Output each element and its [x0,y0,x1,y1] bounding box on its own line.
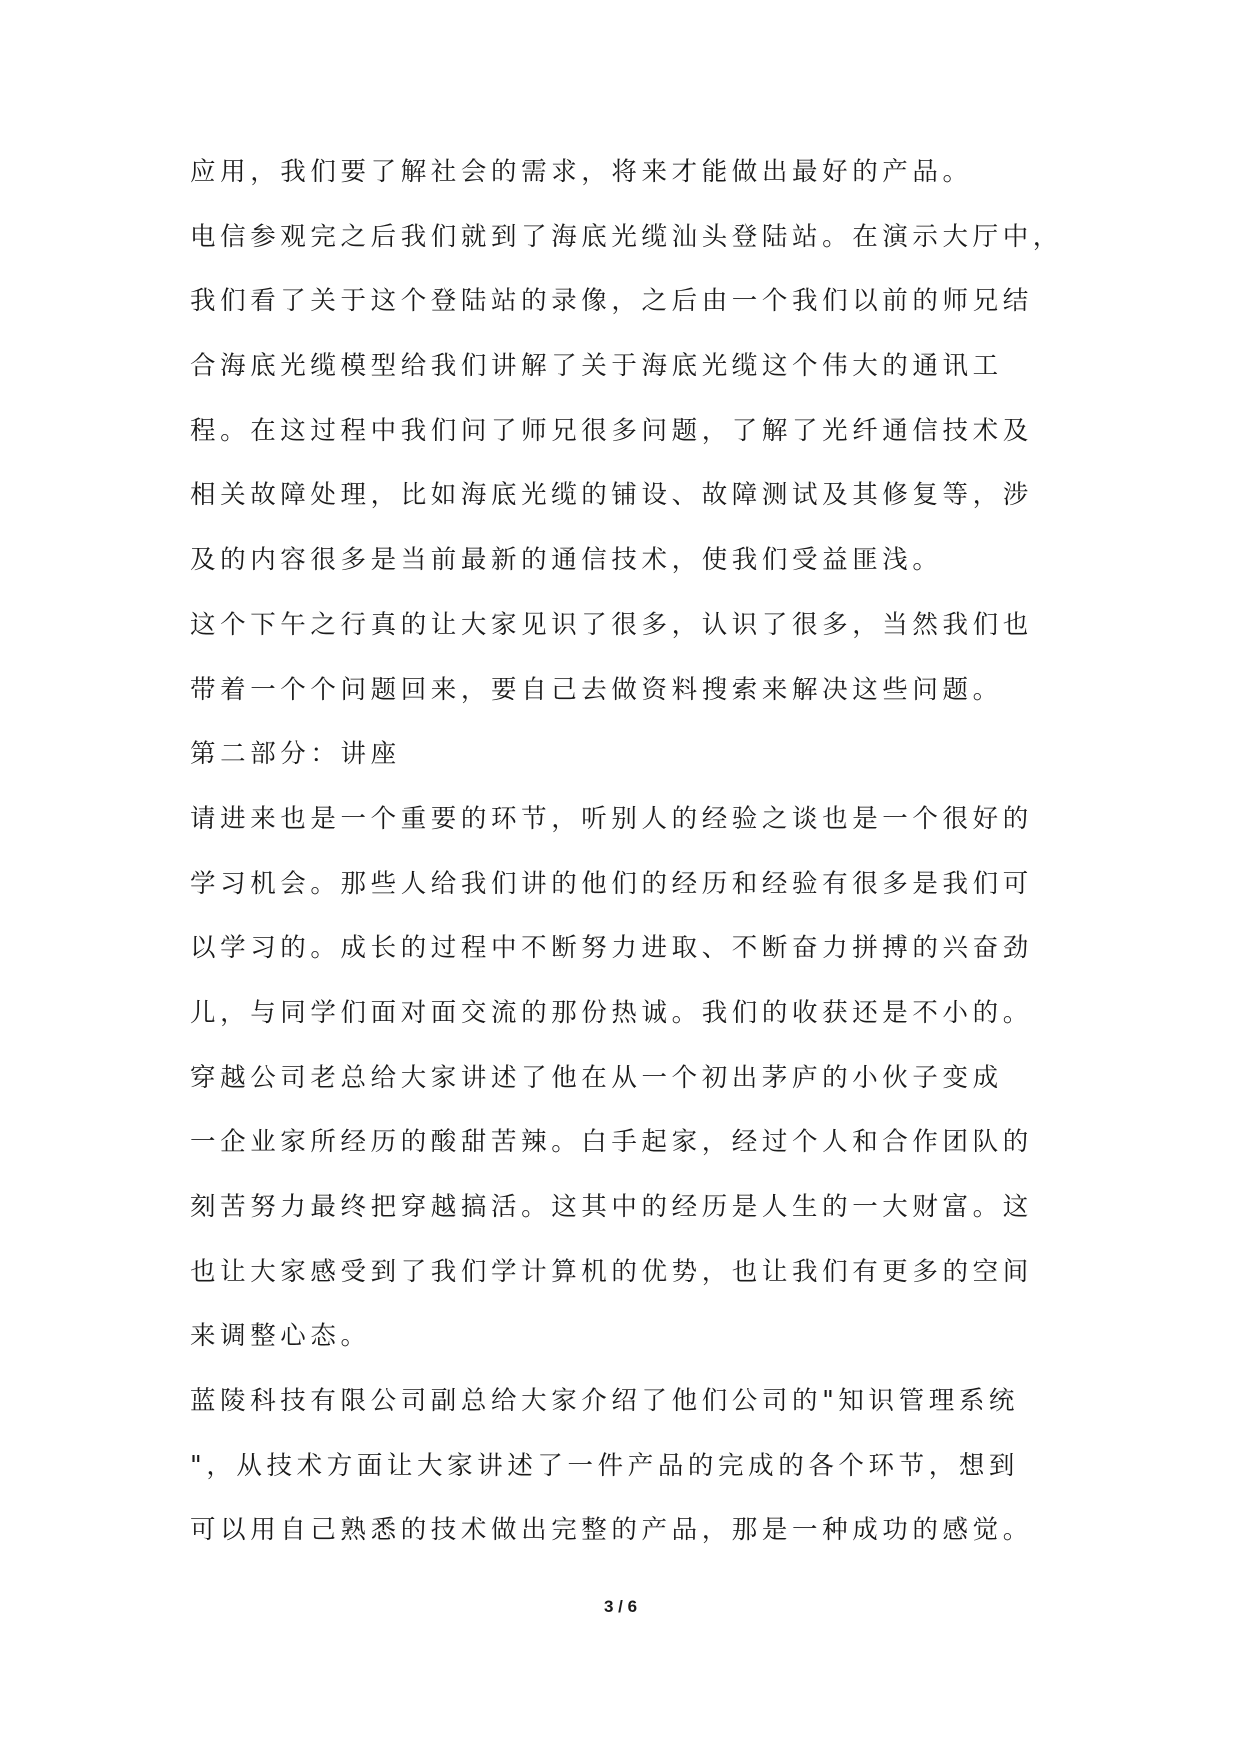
text-line: 来调整心态。 [190,1321,371,1352]
text-line: 相关故障处理，比如海底光缆的铺设、故障测试及其修复等，涉 [190,480,1033,511]
text-line: 蓝陵科技有限公司副总给大家介绍了他们公司的"知识管理系统 [190,1386,1020,1417]
text-line: 刻苦努力最终把穿越搞活。这其中的经历是人生的一大财富。这 [190,1192,1033,1222]
text-line: 电信参观完之后我们就到了海底光缆汕头登陆站。在演示大厅中， [190,221,1063,252]
text-line: "，从技术方面让大家讲述了一件产品的完成的各个环节，想到 [190,1450,1020,1481]
text-line: 一企业家所经历的酸甜苦辣。白手起家，经过个人和合作团队的 [190,1127,1033,1158]
text-line: 程。在这过程中我们问了师兄很多问题，了解了光纤通信技术及 [190,415,1033,446]
text-line: 学习机会。那些人给我们讲的他们的经历和经验有很多是我们可 [190,868,1033,899]
text-line: 这个下午之行真的让大家见识了很多，认识了很多，当然我们也 [190,609,1033,640]
text-line: 我们看了关于这个登陆站的录像，之后由一个我们以前的师兄结 [190,286,1033,317]
page-number: 3 / 6 [603,1597,638,1616]
text-line: 可以用自己熟悉的技术做出完整的产品，那是一种成功的感觉。 [190,1515,1033,1546]
text-line: 带着一个个问题回来，要自己去做资料搜索来解决这些问题。 [190,674,1003,705]
body-text [190,154,1090,1577]
text-line: 穿越公司老总给大家讲述了他在从一个初出茅庐的小伙子变成 [190,1062,1003,1093]
text-line: 也让大家感受到了我们学计算机的优势，也让我们有更多的空间 [190,1256,1033,1287]
text-line: 及的内容很多是当前最新的通信技术，使我们受益匪浅。 [190,545,943,576]
text-line: 以学习的。成长的过程中不断努力进取、不断奋力拼搏的兴奋劲 [190,933,1033,964]
text-line: 合海底光缆模型给我们讲解了关于海底光缆这个伟大的通讯工 [190,351,1003,382]
section-heading: 第二部分：讲座 [190,739,401,770]
text-line: 应用，我们要了解社会的需求，将来才能做出最好的产品。 [190,157,973,187]
text-line: 请进来也是一个重要的环节，听别人的经验之谈也是一个很好的 [190,803,1033,834]
text-line: 儿，与同学们面对面交流的那份热诚。我们的收获还是不小的。 [190,997,1033,1028]
